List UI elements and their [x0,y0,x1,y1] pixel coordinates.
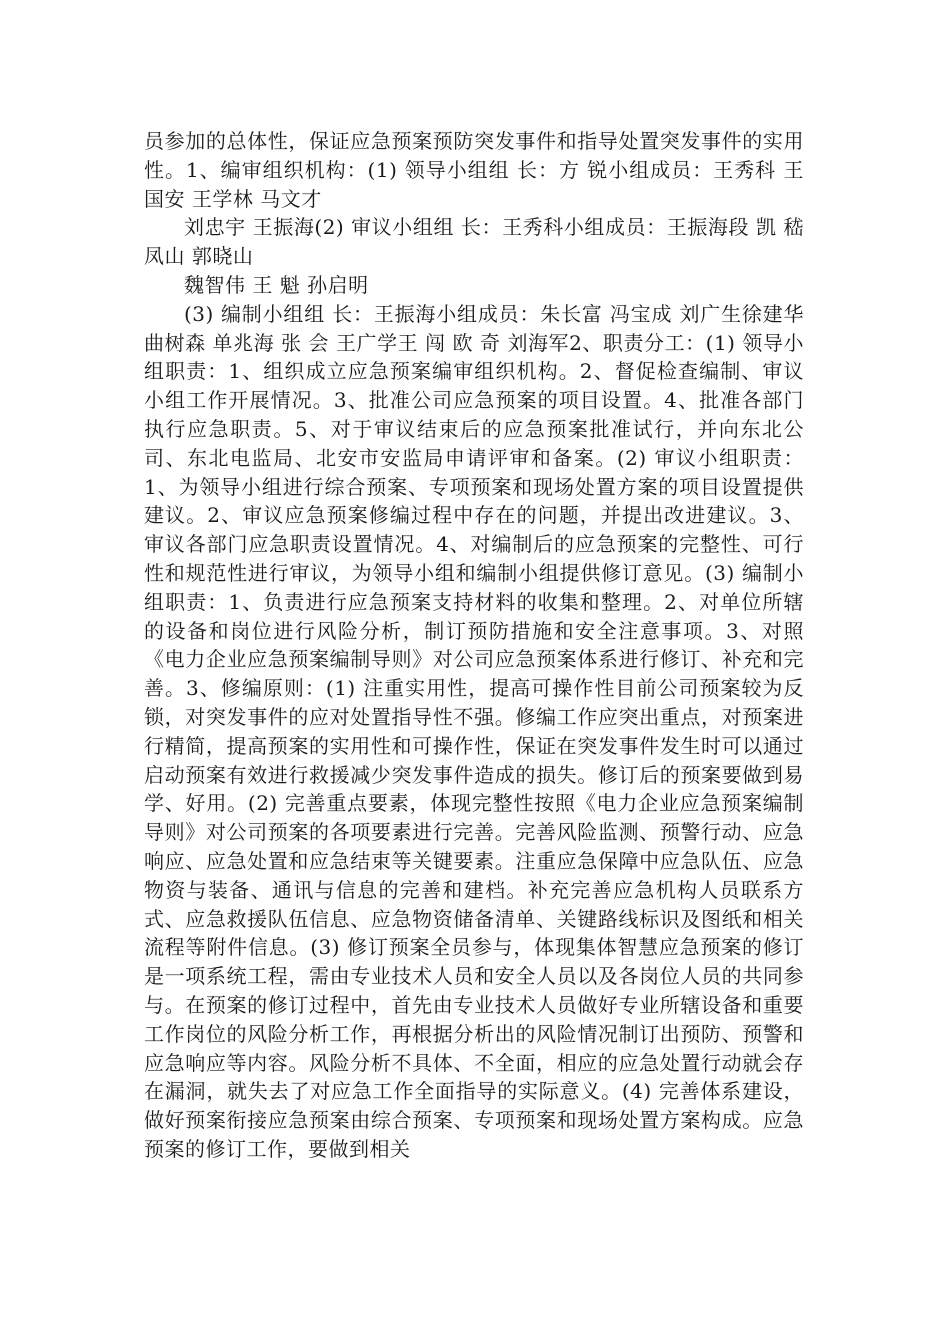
paragraph-review-members: 魏智伟 王 魁 孙启明 [184,272,369,297]
paragraph-continuation: 员参加的总体性，保证应急预案预防突发事件和指导处置突发事件的实用性。1、编审组织机构：(1) 领导小组组 长：方 锐小组成员：王秀科 王国安 王学林 马文才 [144,129,804,211]
paragraph-main-body: (3) 编制小组组 长：王振海小组成员：朱长富 冯宝成 刘广生徐建华 曲树森 单兆海 张 会 王广学王 闯 欧 奇 刘海军2、职责分工：(1) 领导小组职责：1、组织成立应急预案编审组织机构。2、督促检查编制、审议小组工作开展情况。3、批准公司应急预案的项目设置。4、批准各部门执行应急职责。5、对于审议结束后的应急预案批准试行，并向东北公司、东北电监局、北安市安监局申请评审和备案。(2) 审议小组职责：1、为领导小组进行综合预案、专项预案和现场处置方案的项目设置提供建议。2、审议应急预案修编过程中存在的问题，并提出改进建议。3、审议各部门应急职责设置情况。4、对编制后的应急预案的完整性、可行性和规范性进行审议，为领导小组和编制小组提供修订意见。(3) 编制小组职责：1、负责进行应急预案支持材料的收集和整理。2、对单位所辖的设备和岗位进行风险分析，制订预防措施和安全注意事项。3、对照《电力企业应急预案编制导则》对公司应急预案体系进行修订、补充和完善。3、修编原则：(1) 注重实用性，提高可操作性目前公司预案较为反锁，对突发事件的应对处置指导性不强。修编工作应突出重点，对预案进行精简，提高预案的实用性和可操作性，保证在突发事件发生时可以通过启动预案有效进行救援减少突发事件造成的损失。修订后的预案要做到易学、好用。(2) 完善重点要素，体现完整性按照《电力企业应急预案编制导则》对公司预案的各项要素进行完善。完善风险监测、预警行动、应急响应、应急处置和应急结束等关键要素。注重应急保障中应急队伍、应急物资与装备、通讯与信息的完善和建档。补充完善应急机构人员联系方式、应急救援队伍信息、应急物资储备清单、关键路线标识及图纸和相关流程等附件信息。(3) 修订预案全员参与，体现集体智慧应急预案的修订是一项系统工程，需由专业技术人员和安全人员以及各岗位人员的共同参与。在预案的修订过程中，首先由专业技术人员做好专业所辖设备和重要工作岗位的风险分析工作，再根据分析出的风险情况制订出预防、预警和应急响应等内容。风险分析不具体、不全面，相应的应急处置行动就会存在漏洞，就失去了对应急工作全面指导的实际意义。(4) 完善体系建设，做好预案衔接应急预案由综合预案、专项预案和现场处置方案构成。应急预案的修订工作，要做到相关 [144,301,804,1161]
paragraph-review-group: 刘忠宇 王振海(2) 审议小组组 长：王秀科小组成员：王振海段 凯 嵇凤山 郭晓山 [144,215,804,269]
document-body [144,127,804,1164]
